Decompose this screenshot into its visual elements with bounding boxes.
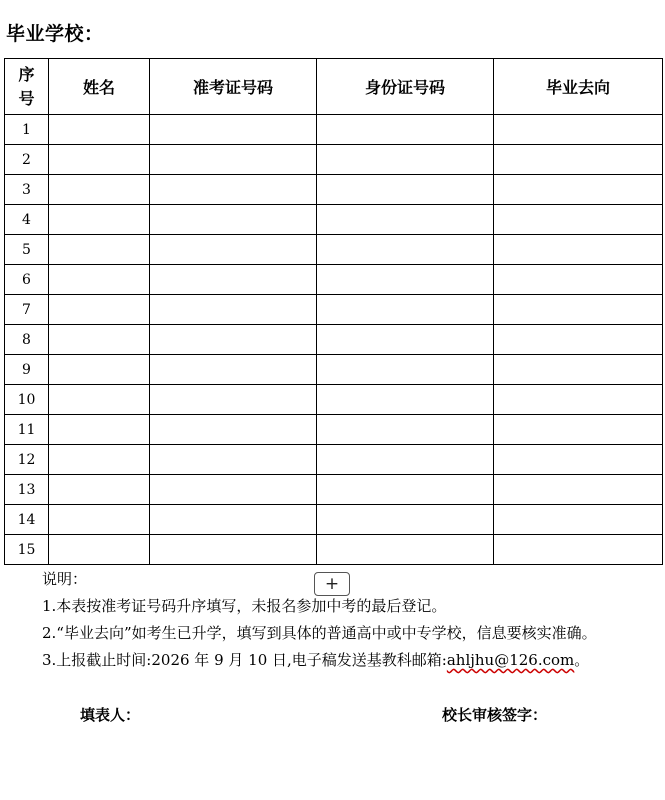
header-exam-id: 准考证号码 — [150, 59, 317, 115]
graduate-roster-table — [4, 58, 663, 565]
row-seq-cell: 8 — [5, 325, 49, 355]
principal-signature-label: 校长审核签字： — [442, 706, 548, 724]
id-number-cell[interactable] — [317, 205, 494, 235]
id-number-cell[interactable] — [317, 175, 494, 205]
name-cell[interactable] — [49, 145, 150, 175]
name-cell[interactable] — [49, 295, 150, 325]
row-seq-cell: 5 — [5, 235, 49, 265]
table-row — [5, 475, 663, 505]
name-cell[interactable] — [49, 175, 150, 205]
id-number-cell[interactable] — [317, 265, 494, 295]
header-seq — [5, 59, 49, 115]
destination-cell[interactable] — [494, 415, 663, 445]
header-name: 姓名 — [49, 59, 150, 115]
row-seq-cell: 15 — [5, 535, 49, 565]
id-number-cell[interactable] — [317, 325, 494, 355]
row-seq-cell: 1 — [5, 115, 49, 145]
note-item-3 — [6, 647, 656, 674]
name-cell[interactable] — [49, 475, 150, 505]
destination-cell[interactable] — [494, 355, 663, 385]
header-id-number: 身份证号码 — [317, 59, 494, 115]
table-row — [5, 115, 663, 145]
filler-signature-label: 填表人： — [80, 706, 141, 724]
notes-title: 说明： — [42, 570, 88, 588]
name-cell[interactable] — [49, 115, 150, 145]
destination-cell[interactable] — [494, 445, 663, 475]
exam-id-cell[interactable] — [150, 325, 317, 355]
note-item-2: 2.“毕业去向”如考生已升学，填写到具体的普通高中或中专学校，信息要核实准确。 — [42, 624, 597, 642]
table-row — [5, 415, 663, 445]
exam-id-cell[interactable] — [150, 475, 317, 505]
id-number-cell[interactable] — [317, 535, 494, 565]
table-row — [5, 385, 663, 415]
table-row — [5, 265, 663, 295]
destination-cell[interactable] — [494, 535, 663, 565]
name-cell[interactable] — [49, 445, 150, 475]
plus-icon: + — [324, 573, 340, 594]
table-row — [5, 175, 663, 205]
table-row — [5, 205, 663, 235]
exam-id-cell[interactable] — [150, 535, 317, 565]
exam-id-cell[interactable] — [150, 355, 317, 385]
note-item-3-suffix: 。 — [574, 651, 590, 669]
table-row — [5, 145, 663, 175]
table-row — [5, 325, 663, 355]
name-cell[interactable] — [49, 505, 150, 535]
row-seq-cell: 9 — [5, 355, 49, 385]
destination-cell[interactable] — [494, 145, 663, 175]
name-cell[interactable] — [49, 385, 150, 415]
destination-cell[interactable] — [494, 325, 663, 355]
row-seq-cell: 6 — [5, 265, 49, 295]
id-number-cell[interactable] — [317, 145, 494, 175]
exam-id-cell[interactable] — [150, 205, 317, 235]
name-cell[interactable] — [49, 205, 150, 235]
id-number-cell[interactable] — [317, 235, 494, 265]
id-number-cell[interactable] — [317, 505, 494, 535]
exam-id-cell[interactable] — [150, 445, 317, 475]
exam-id-cell[interactable] — [150, 265, 317, 295]
destination-cell[interactable] — [494, 475, 663, 505]
email-address: ahljhu@126.com — [446, 651, 575, 669]
id-number-cell[interactable] — [317, 445, 494, 475]
id-number-cell[interactable] — [317, 295, 494, 325]
exam-id-cell[interactable] — [150, 385, 317, 415]
header-seq-line2: 号 — [18, 88, 35, 108]
row-seq-cell: 11 — [5, 415, 49, 445]
destination-cell[interactable] — [494, 505, 663, 535]
id-number-cell[interactable] — [317, 415, 494, 445]
row-seq-cell: 2 — [5, 145, 49, 175]
exam-id-cell[interactable] — [150, 175, 317, 205]
header-destination: 毕业去向 — [494, 59, 663, 115]
exam-id-cell[interactable] — [150, 145, 317, 175]
destination-cell[interactable] — [494, 115, 663, 145]
name-cell[interactable] — [49, 235, 150, 265]
exam-id-cell[interactable] — [150, 505, 317, 535]
row-seq-cell: 10 — [5, 385, 49, 415]
destination-cell[interactable] — [494, 385, 663, 415]
id-number-cell[interactable] — [317, 355, 494, 385]
destination-cell[interactable] — [494, 295, 663, 325]
table-row — [5, 355, 663, 385]
exam-id-cell[interactable] — [150, 115, 317, 145]
row-seq-cell: 14 — [5, 505, 49, 535]
table-row — [5, 535, 663, 565]
name-cell[interactable] — [49, 265, 150, 295]
note-item-3-text: 3.上报截止时间:2026 年 9 月 10 日,电子稿发送基教科邮箱: — [42, 651, 447, 669]
name-cell[interactable] — [49, 325, 150, 355]
table-row — [5, 295, 663, 325]
id-number-cell[interactable] — [317, 475, 494, 505]
row-seq-cell: 13 — [5, 475, 49, 505]
destination-cell[interactable] — [494, 265, 663, 295]
destination-cell[interactable] — [494, 175, 663, 205]
table-header-row — [5, 59, 663, 115]
destination-cell[interactable] — [494, 235, 663, 265]
note-item-1: 1.本表按准考证号码升序填写，未报名参加中考的最后登记。 — [42, 597, 447, 615]
table-row — [5, 445, 663, 475]
table-row — [5, 505, 663, 535]
row-seq-cell: 3 — [5, 175, 49, 205]
name-cell[interactable] — [49, 535, 150, 565]
row-seq-cell: 12 — [5, 445, 49, 475]
id-number-cell[interactable] — [317, 115, 494, 145]
id-number-cell[interactable] — [317, 385, 494, 415]
exam-id-cell[interactable] — [150, 415, 317, 445]
exam-id-cell[interactable] — [150, 235, 317, 265]
name-cell[interactable] — [49, 415, 150, 445]
row-seq-cell: 7 — [5, 295, 49, 325]
notes-section — [6, 566, 656, 674]
header-seq-line1: 序 — [18, 64, 35, 84]
row-seq-cell: 4 — [5, 205, 49, 235]
school-label: 毕业学校： — [6, 23, 104, 45]
destination-cell[interactable] — [494, 205, 663, 235]
name-cell[interactable] — [49, 355, 150, 385]
table-row — [5, 235, 663, 265]
exam-id-cell[interactable] — [150, 295, 317, 325]
